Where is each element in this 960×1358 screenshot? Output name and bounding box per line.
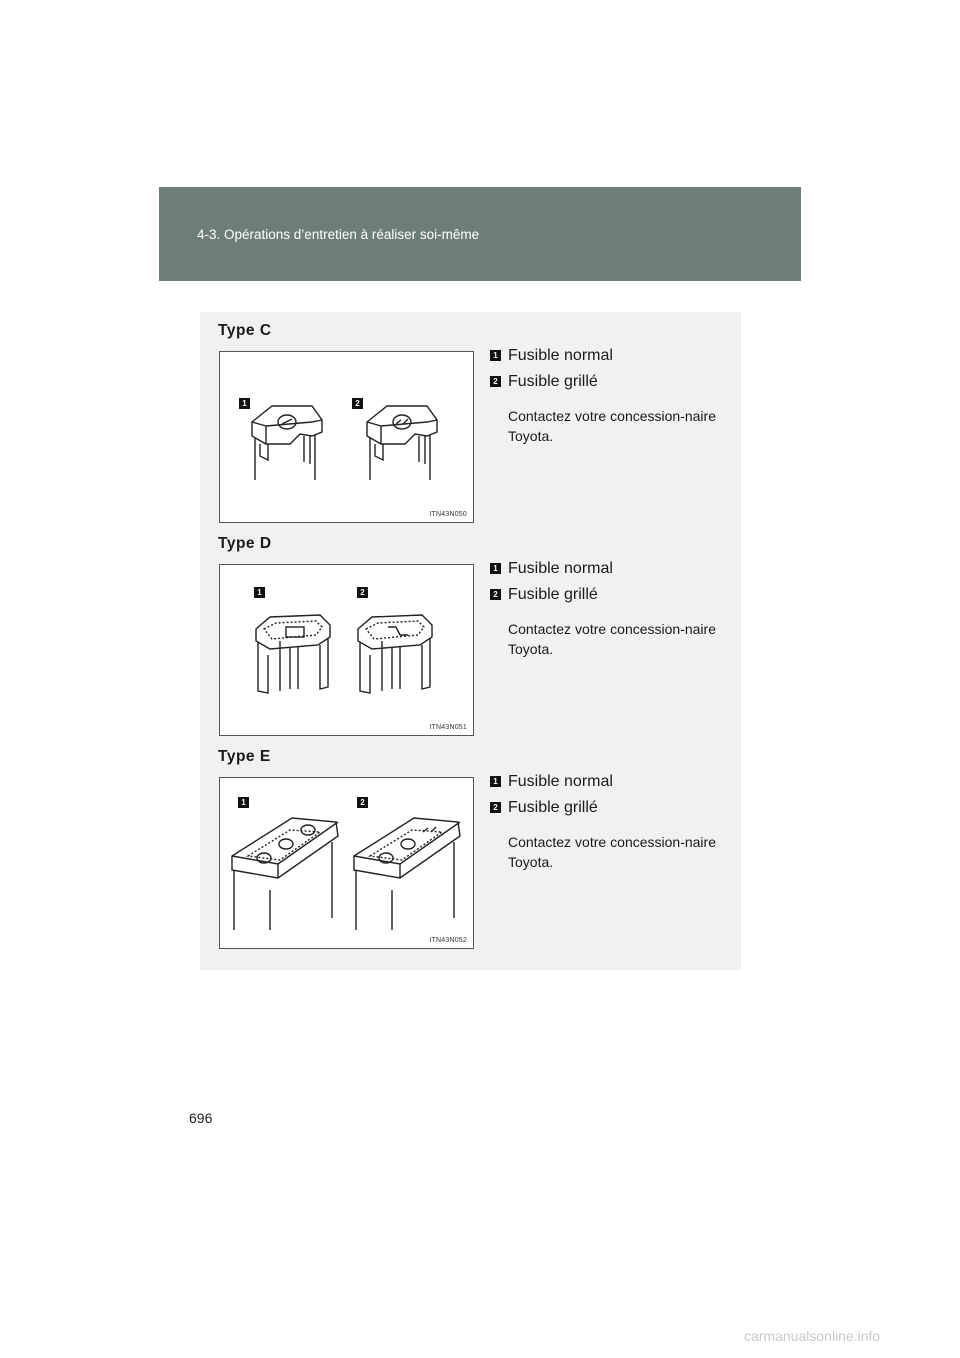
type-c-legend bbox=[490, 346, 716, 446]
type-e-title: Type E bbox=[218, 748, 271, 765]
dealer-note: Contactez votre concession-naire Toyota. bbox=[508, 834, 716, 870]
legend-item-blown bbox=[490, 798, 716, 824]
dealer-note: Contactez votre concession-naire Toyota. bbox=[508, 408, 716, 444]
dealer-note: Contactez votre concession-naire Toyota. bbox=[508, 621, 716, 657]
number-2-icon: 2 bbox=[490, 802, 501, 813]
type-d-legend bbox=[490, 559, 716, 659]
callout-2: 2 bbox=[357, 587, 368, 598]
figure-code: ITN43N052 bbox=[429, 937, 467, 944]
type-e-figure bbox=[219, 777, 474, 949]
fuse-illustration-type-c bbox=[220, 352, 473, 522]
number-1-icon: 1 bbox=[490, 776, 501, 787]
type-d-figure bbox=[219, 564, 474, 736]
page-number: 696 bbox=[189, 1110, 213, 1126]
legend-item-normal bbox=[490, 559, 716, 585]
chapter-header bbox=[159, 187, 801, 281]
callout-1: 1 bbox=[239, 398, 250, 409]
legend-label: Fusible grillé bbox=[508, 586, 598, 603]
type-d-title: Type D bbox=[218, 535, 272, 552]
section-title: 4-3. Opérations d’entretien à réaliser soi-même bbox=[197, 227, 480, 242]
callout-2: 2 bbox=[352, 398, 363, 409]
figure-code: ITN43N051 bbox=[429, 724, 467, 731]
legend-item-blown bbox=[490, 372, 716, 398]
callout-1: 1 bbox=[254, 587, 265, 598]
legend-label: Fusible grillé bbox=[508, 373, 598, 390]
legend-label: Fusible normal bbox=[508, 560, 613, 577]
fuse-illustration-type-e bbox=[220, 778, 473, 948]
type-e-legend bbox=[490, 772, 716, 872]
legend-label: Fusible grillé bbox=[508, 799, 598, 816]
legend-label: Fusible normal bbox=[508, 773, 613, 790]
number-2-icon: 2 bbox=[490, 589, 501, 600]
legend-item-normal bbox=[490, 346, 716, 372]
number-1-icon: 1 bbox=[490, 350, 501, 361]
figure-code: ITN43N050 bbox=[429, 511, 467, 518]
content-panel bbox=[200, 312, 741, 970]
callout-1: 1 bbox=[238, 797, 249, 808]
type-c-figure bbox=[219, 351, 474, 523]
number-1-icon: 1 bbox=[490, 563, 501, 574]
callout-2: 2 bbox=[357, 797, 368, 808]
legend-item-normal bbox=[490, 772, 716, 798]
legend-item-blown bbox=[490, 585, 716, 611]
number-2-icon: 2 bbox=[490, 376, 501, 387]
legend-label: Fusible normal bbox=[508, 347, 613, 364]
watermark: carmanualsonline.info bbox=[744, 1328, 881, 1344]
type-c-title: Type C bbox=[218, 322, 272, 339]
